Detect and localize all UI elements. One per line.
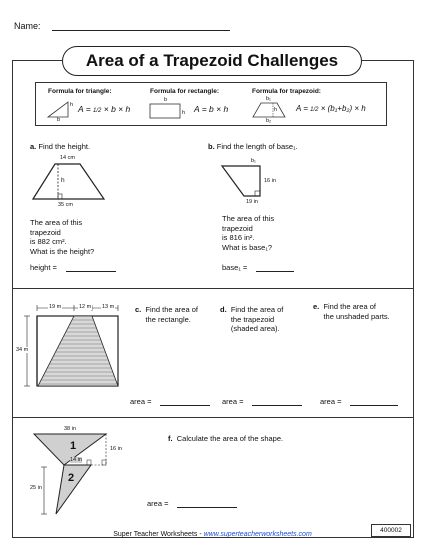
problem-a-top-label: 14 cm xyxy=(60,155,75,161)
dim-right-label: 13 m xyxy=(102,304,115,310)
problem-a-prompt: a. Find the height. xyxy=(30,142,91,151)
dim-left-label: 19 m xyxy=(49,304,62,310)
footer-brand: Super Teacher Worksheets - xyxy=(113,531,204,538)
trapezoid-h-label: h xyxy=(274,107,278,113)
rectangle-b-label: b xyxy=(164,97,168,103)
region-2-label: 2 xyxy=(68,472,75,484)
section3-mid-label: 14 in xyxy=(70,457,82,463)
problem-a-answer-label: height = xyxy=(30,263,57,272)
problem-b-answer-label: base₁ = xyxy=(222,263,248,272)
trapezoid-formula-heading: Formula for trapezoid: xyxy=(252,88,321,95)
problem-b-bottom-label: 19 in xyxy=(246,199,258,205)
rectangle-h-label: h xyxy=(182,110,186,116)
problem-c-answer-label: area = xyxy=(130,397,152,406)
footer-url[interactable]: www.superteacherworksheets.com xyxy=(203,531,312,538)
triangle-h-label: h xyxy=(70,102,74,108)
problem-d-answer-label: area = xyxy=(222,397,244,406)
problem-f-answer-label: area = xyxy=(147,499,169,508)
problem-a-h-label: h xyxy=(61,177,65,184)
rectangle-formula-heading: Formula for rectangle: xyxy=(150,88,219,95)
triangle-b-label: b xyxy=(57,117,61,123)
rectangle-formula: A = b × h xyxy=(194,104,229,114)
trapezoid-b2-label: b₂ xyxy=(266,118,272,124)
region-1-label: 1 xyxy=(70,440,77,452)
triangle-formula-heading: Formula for triangle: xyxy=(48,88,112,95)
problem-d-text: d. Find the area of the trapezoid (shaded area). xyxy=(220,305,284,333)
problem-a-bottom-label: 35 cm xyxy=(58,202,73,208)
problem-c-text: c. Find the area of the rectangle. xyxy=(135,305,198,324)
trapezoid-b1-label: b₁ xyxy=(266,96,271,102)
problem-f-answer-line[interactable] xyxy=(177,507,237,508)
page-title: Area of a Trapezoid Challenges xyxy=(62,46,362,76)
problem-a-text: The area of this trapezoid is 882 cm². What is the height? xyxy=(30,218,95,256)
problem-e-text: e. Find the area of the unshaded parts. xyxy=(313,302,390,321)
problem-b-right-label: 16 in xyxy=(264,178,276,184)
problem-b-prompt: b. Find the length of base₁. xyxy=(208,142,298,151)
dim-middle-label: 12 m xyxy=(79,304,92,310)
problem-f-text: f. Calculate the area of the shape. xyxy=(168,434,284,443)
section3-top-label: 38 in xyxy=(64,426,76,432)
problem-e-answer-label: area = xyxy=(320,397,342,406)
problem-b-top-label: b₁ xyxy=(251,158,256,164)
worksheet-code: 400002 xyxy=(371,524,411,537)
trapezoid-formula: A = 1/2 × (b₁+b₂) × h xyxy=(296,104,366,113)
problem-b-text: The area of this trapezoid is 816 in². What is base₁? xyxy=(222,214,275,252)
dim-height-label: 34 m xyxy=(16,347,29,353)
name-label: Name: xyxy=(14,21,41,31)
footer xyxy=(0,531,425,538)
triangle-formula: A = 1/2 × b × h xyxy=(78,104,131,114)
section3-right-label: 16 in xyxy=(110,446,122,452)
section3-left-label: 25 in xyxy=(30,485,42,491)
